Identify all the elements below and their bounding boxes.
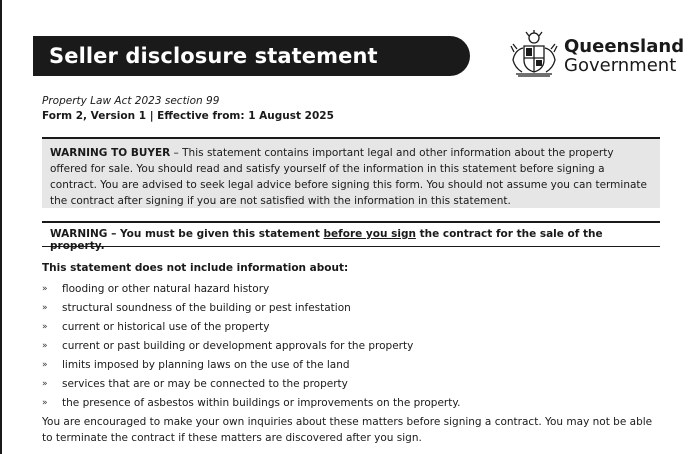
warning-sign-underlined: before you sign xyxy=(323,228,416,240)
warning-sign-after: the contract for the sale of the property. xyxy=(50,228,603,252)
bullet-icon: » xyxy=(42,378,48,389)
list-item xyxy=(42,374,460,393)
bullet-icon: » xyxy=(42,397,48,408)
list-item xyxy=(42,279,460,298)
title-banner xyxy=(33,36,470,76)
bullet-icon: » xyxy=(42,321,48,332)
warning-to-buyer-box xyxy=(42,137,660,208)
closing-paragraph: You are encouraged to make your own inquiries about these matters before signing a contract. You may not be able to terminate the contract if these matters are discovered after you sign. xyxy=(42,416,653,444)
warning-text: – This statement contains important legal and other information about the property offered for sale. You should read and satisfy yourself of the information in this statement before signing a contract. You are advised to seek legal advice before signing this form. You should not assume you can terminate the contract after signing if you are not satisfied with the information in this statement. xyxy=(50,147,647,207)
form-version-info: Form 2, Version 1 | Effective from: 1 August 2025 xyxy=(42,110,334,122)
coat-of-arms-icon xyxy=(508,28,560,80)
list-item-text: the presence of asbestos within buildings or improvements on the property. xyxy=(62,396,461,409)
logo-text-government: Government xyxy=(564,55,677,76)
act-reference: Property Law Act 2023 section 99 xyxy=(42,95,220,107)
logo-text-queensland: Queensland xyxy=(564,36,685,57)
exclusions-list xyxy=(42,279,460,412)
bullet-icon: » xyxy=(42,283,48,294)
bullet-icon: » xyxy=(42,302,48,313)
list-item-text: structural soundness of the building or pest infestation xyxy=(62,301,351,314)
list-item xyxy=(42,336,460,355)
bullet-icon: » xyxy=(42,359,48,370)
warning-sign-before: WARNING – You must be given this statement xyxy=(50,228,324,240)
list-item-text: current or historical use of the property xyxy=(62,320,270,333)
exclusions-heading: This statement does not include information about: xyxy=(42,262,349,274)
list-item xyxy=(42,355,460,374)
list-item xyxy=(42,317,460,336)
bullet-icon: » xyxy=(42,340,48,351)
queensland-government-logo xyxy=(508,26,685,82)
list-item-text: current or past building or development approvals for the property xyxy=(62,339,414,352)
list-item-text: services that are or may be connected to the property xyxy=(62,377,348,390)
list-item xyxy=(42,298,460,317)
page-title: Seller disclosure statement xyxy=(49,44,378,68)
warning-before-signing xyxy=(42,221,660,252)
left-margin-rule xyxy=(0,0,2,454)
list-item-text: limits imposed by planning laws on the use of the land xyxy=(62,358,350,371)
list-item xyxy=(42,393,460,412)
list-item-text: flooding or other natural hazard history xyxy=(62,282,270,295)
warning-label: WARNING TO BUYER xyxy=(50,147,171,159)
